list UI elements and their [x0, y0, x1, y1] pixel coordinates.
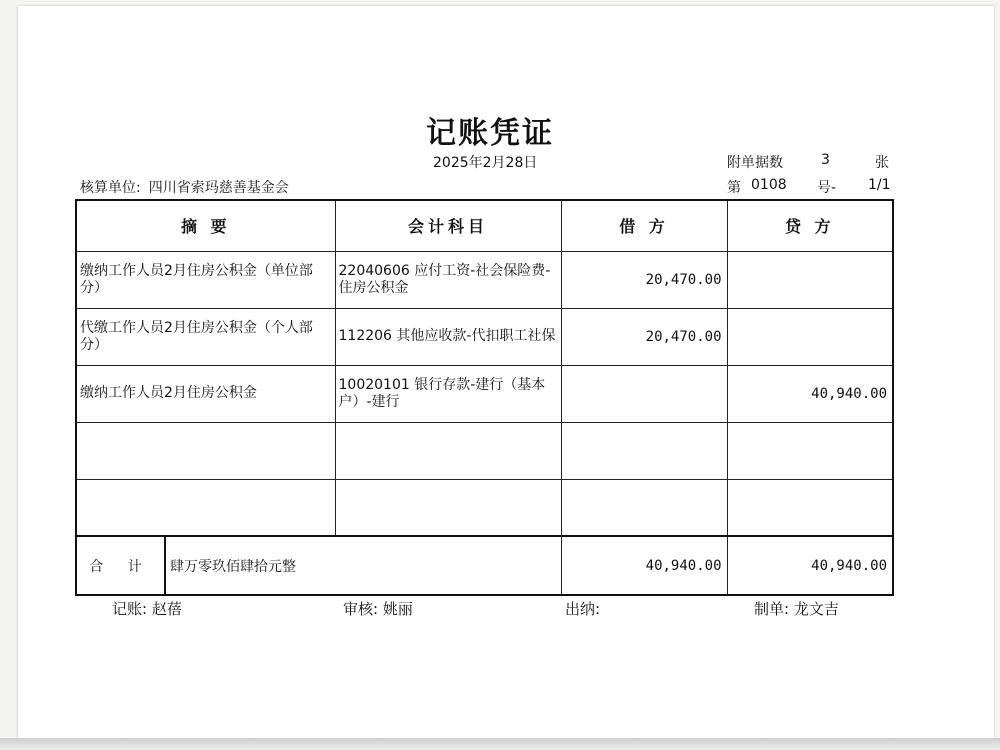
cashier-sign	[565, 598, 600, 619]
row-summary: 代缴工作人员2月住房公积金（个人部分）	[76, 308, 335, 365]
preparer-name: 龙文吉	[793, 600, 839, 618]
header-debit: 借 方	[561, 200, 727, 251]
row-summary	[76, 479, 335, 536]
preparer-label: 制单:	[754, 600, 790, 618]
bookkeeper-sign	[112, 598, 182, 619]
row-credit: 40,940.00	[727, 365, 893, 422]
attachments-count: 3	[821, 152, 830, 168]
total-debit: 40,940.00	[561, 536, 727, 595]
voucher-no-suffix: 号-	[817, 180, 837, 196]
cashier-label: 出纳:	[565, 600, 601, 618]
voucher-no-value: 0108	[751, 177, 787, 193]
voucher-table	[75, 199, 894, 596]
table-row	[76, 251, 893, 308]
bookkeeper-label: 记账:	[112, 600, 148, 618]
table-row	[76, 479, 893, 536]
unit-name: 四川省索玛慈善基金会	[148, 180, 289, 196]
row-account	[335, 422, 561, 479]
voucher-page: 1/1	[868, 177, 891, 193]
scan-edge	[0, 738, 1000, 750]
row-credit	[727, 308, 893, 365]
attachments-unit: 张	[875, 155, 889, 171]
voucher-no-prefix: 第	[727, 180, 741, 196]
table-row	[76, 308, 893, 365]
total-label: 合 计	[77, 537, 165, 594]
row-debit: 20,470.00	[561, 251, 727, 308]
attachments-info	[727, 152, 889, 172]
preparer-sign	[754, 598, 839, 619]
row-debit: 20,470.00	[561, 308, 727, 365]
row-summary: 缴纳工作人员2月住房公积金（单位部分）	[76, 251, 335, 308]
row-account	[335, 479, 561, 536]
reviewer-label: 审核:	[343, 600, 379, 618]
reviewer-sign	[343, 598, 413, 619]
total-credit: 40,940.00	[727, 536, 893, 595]
row-account: 112206 其他应收款-代扣职工社保	[335, 308, 561, 365]
row-credit	[727, 479, 893, 536]
table-row	[76, 422, 893, 479]
row-credit	[727, 422, 893, 479]
header-account: 会计科目	[335, 200, 561, 251]
total-amount-words: 肆万零玖佰肆拾元整	[165, 537, 561, 594]
header-credit: 贷 方	[727, 200, 893, 251]
reviewer-name: 姚丽	[382, 600, 413, 618]
row-debit	[561, 422, 727, 479]
total-cell	[76, 536, 561, 595]
row-account: 22040606 应付工资-社会保险费-住房公积金	[335, 251, 561, 308]
attachments-label: 附单据数	[727, 155, 783, 171]
row-credit	[727, 251, 893, 308]
row-summary: 缴纳工作人员2月住房公积金	[76, 365, 335, 422]
total-row	[76, 536, 893, 595]
voucher-date: 2025年2月28日	[433, 155, 538, 171]
row-debit	[561, 479, 727, 536]
table-header-row	[76, 200, 893, 251]
header-summary: 摘 要	[76, 200, 335, 251]
table-row	[76, 365, 893, 422]
accounting-unit	[80, 177, 289, 197]
row-account: 10020101 银行存款-建行（基本户）-建行	[335, 365, 561, 422]
row-summary	[76, 422, 335, 479]
unit-label: 核算单位:	[80, 180, 141, 196]
voucher-title: 记账凭证	[426, 116, 554, 151]
bookkeeper-name: 赵蓓	[151, 600, 182, 618]
row-debit	[561, 365, 727, 422]
